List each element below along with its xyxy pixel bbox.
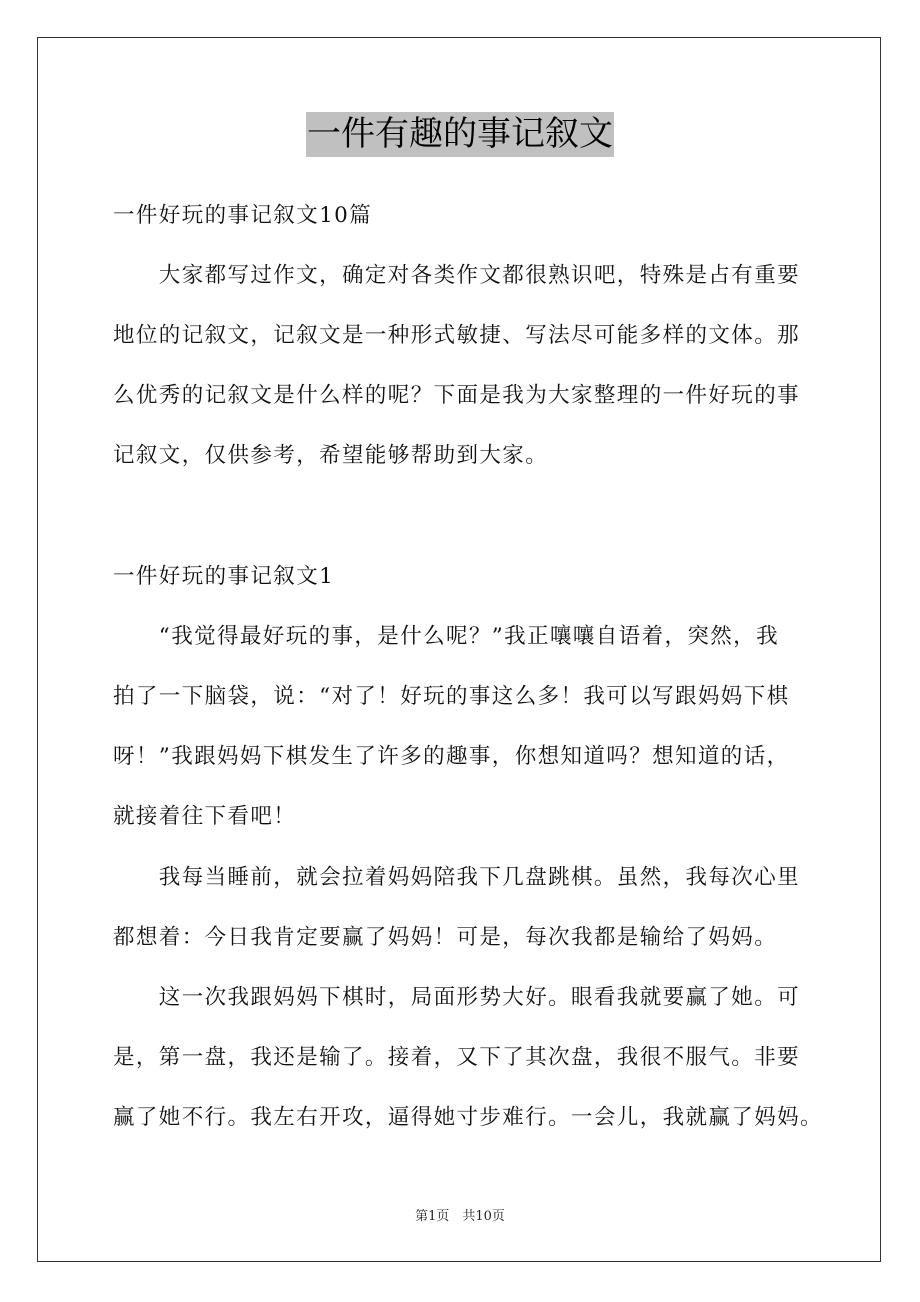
intro-line: 大家都写过作文，确定对各类作文都很熟识吧，特殊是占有重要 [113,263,801,288]
section-heading: 一件好玩的事记叙文1 [113,564,335,589]
intro-line: 地位的记叙文，记叙文是一种形式敏捷、写法尽可能多样的文体。那 [113,323,801,348]
body-line: 拍了一下脑袋，说：“对了！好玩的事这么多！我可以写跟妈妈下棋 [113,684,790,709]
body-line: 呀！”我跟妈妈下棋发生了许多的趣事，你想知道吗？想知道的话， [113,744,790,769]
document-title: 一件有趣的事记叙文 [306,112,614,157]
body-line: 是，第一盘，我还是输了。接着，又下了其次盘，我很不服气。非要 [113,1045,801,1070]
body-line: 我每当睡前，就会拉着妈妈陪我下几盘跳棋。虽然，我每次心里 [113,865,801,890]
body-line: 都想着：今日我肯定要赢了妈妈！可是，每次我都是输给了妈妈。 [113,925,778,950]
intro-line: 记叙文，仅供参考，希望能够帮助到大家。 [113,443,549,468]
page-number-footer: 第1页 共10页 [415,1209,505,1224]
title-container [0,112,920,157]
body-line: 赢了她不行。我左右开攻，逼得她寸步难行。一会儿，我就赢了妈妈。 [113,1105,823,1130]
intro-line: 么优秀的记叙文是什么样的呢？下面是我为大家整理的一件好玩的事 [113,383,801,408]
body-line: “我觉得最好玩的事，是什么呢？”我正嚷嚷自语着，突然，我 [113,624,779,649]
subtitle: 一件好玩的事记叙文10篇 [113,203,373,228]
body-line: 就接着往下看吧！ [113,804,297,829]
body-line: 这一次我跟妈妈下棋时，局面形势大好。眼看我就要赢了她。可 [113,985,801,1010]
